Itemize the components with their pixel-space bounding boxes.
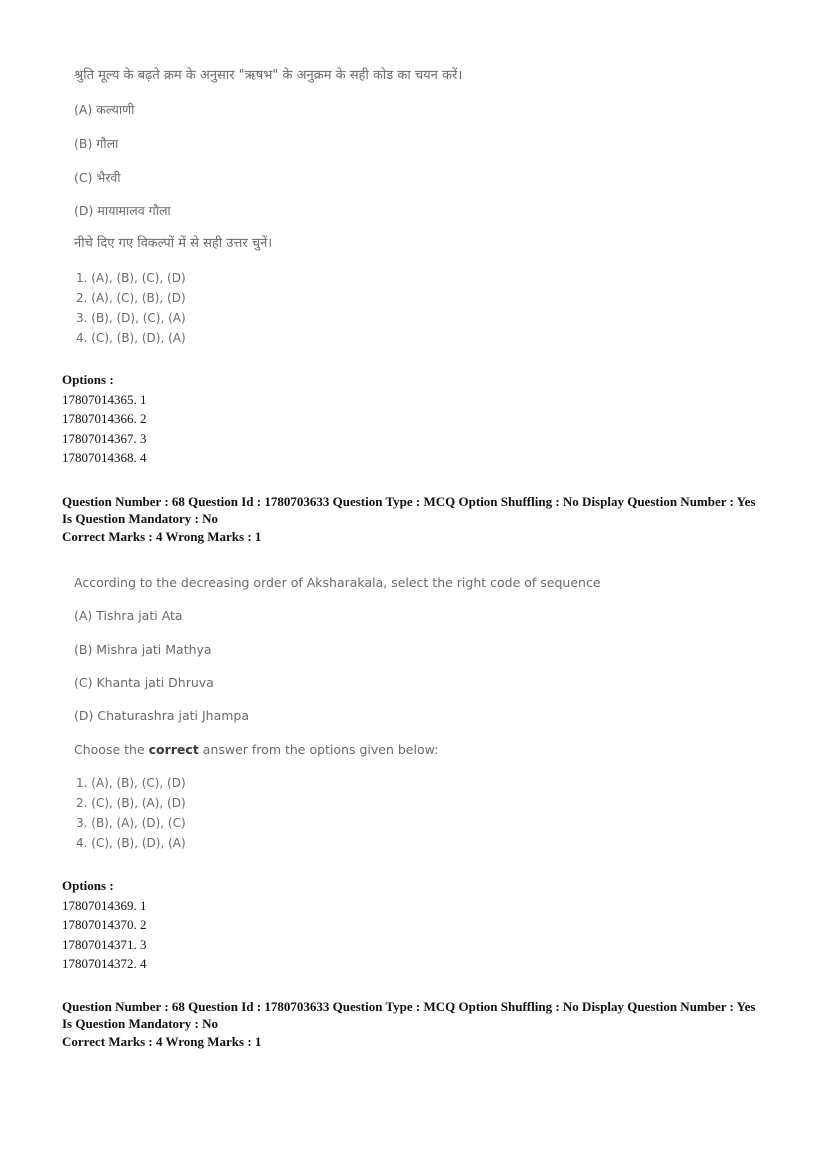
answer-choice-2: 2. (C), (B), (A), (D): [76, 796, 186, 810]
question-prompt: [74, 742, 438, 758]
option-line: 17807014372. 4: [62, 956, 147, 971]
question-item-c: (C) भैरवी: [74, 170, 121, 185]
prompt-text: answer from the options given below:: [198, 742, 439, 757]
option-line: 17807014366. 2: [62, 411, 147, 426]
question-item-b: (B) Mishra jati Mathya: [74, 642, 212, 657]
question-item-c: (C) Khanta jati Dhruva: [74, 675, 214, 690]
prompt-emphasis: correct: [148, 742, 199, 757]
question-stem: श्रुति मूल्य के बढ़ते क्रम के अनुसार "ऋषभ" के अनुक्रम के सही कोड का चयन करें।: [74, 68, 463, 83]
question-item-d: (D) मायामालव गौला: [74, 203, 171, 218]
options-block: [62, 876, 147, 974]
option-line: 17807014369. 1: [62, 897, 147, 913]
option-line: 17807014370. 2: [62, 917, 147, 932]
prompt-text: Choose the: [74, 742, 149, 757]
answer-choice-2: 2. (A), (C), (B), (D): [76, 291, 186, 305]
options-heading: Options :: [62, 878, 114, 893]
question-marks: Correct Marks : 4 Wrong Marks : 1: [62, 1034, 262, 1049]
options-heading: Options :: [62, 372, 114, 387]
answer-choice-3: 3. (B), (D), (C), (A): [76, 311, 186, 325]
question-mandatory: Is Question Mandatory : No: [62, 1016, 219, 1031]
option-line: 17807014371. 3: [62, 936, 147, 952]
question-prompt: नीचे दिए गए विकल्पों में से सही उत्तर चुनें।: [74, 236, 273, 251]
answer-choice-3: 3. (B), (A), (D), (C): [76, 816, 186, 830]
question-meta-line: Question Number : 68 Question Id : 1780703633 Question Type : MCQ Option Shuffling : No Display Question Number : Yes: [62, 494, 756, 509]
answer-choice-4: 4. (C), (B), (D), (A): [76, 331, 186, 345]
options-block: [62, 370, 147, 468]
option-line: 17807014365. 1: [62, 391, 147, 407]
question-item-d: (D) Chaturashra jati Jhampa: [74, 708, 250, 723]
option-line: 17807014367. 3: [62, 430, 147, 446]
option-line: 17807014368. 4: [62, 450, 147, 465]
question-meta: [62, 998, 755, 1050]
question-mandatory: Is Question Mandatory : No: [62, 511, 219, 526]
answer-choice-4: 4. (C), (B), (D), (A): [76, 836, 186, 850]
question-meta: [62, 493, 755, 545]
question-meta-line: Question Number : 68 Question Id : 1780703633 Question Type : MCQ Option Shuffling : No Display Question Number : Yes: [62, 999, 756, 1014]
question-item-a: (A) कल्याणी: [74, 102, 135, 117]
question-item-b: (B) गौला: [74, 136, 119, 151]
answer-choice-1: 1. (A), (B), (C), (D): [76, 776, 186, 790]
question-stem: According to the decreasing order of Aksharakala, select the right code of sequence: [74, 575, 601, 590]
question-item-a: (A) Tishra jati Ata: [74, 608, 183, 623]
question-marks: Correct Marks : 4 Wrong Marks : 1: [62, 529, 262, 544]
answer-choice-1: 1. (A), (B), (C), (D): [76, 271, 186, 285]
